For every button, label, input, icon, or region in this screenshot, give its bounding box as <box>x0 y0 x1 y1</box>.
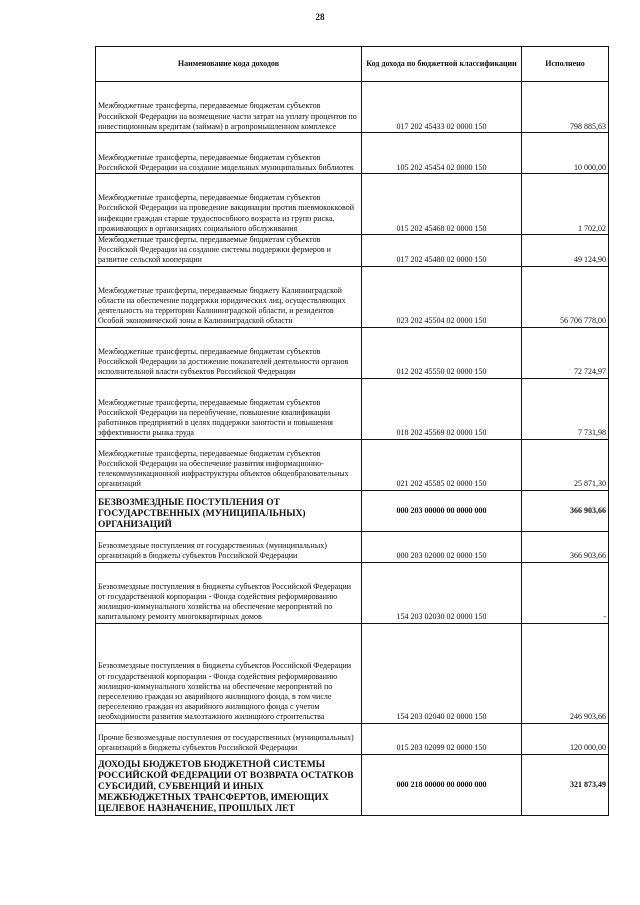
row-code: 015 202 45468 02 0000 150 <box>362 174 522 235</box>
row-amount: 25 871,30 <box>522 439 609 490</box>
row-code: 000 203 02000 02 0000 150 <box>362 531 522 562</box>
row-code: 017 202 45433 02 0000 150 <box>362 82 522 133</box>
row-amount: 49 124,90 <box>522 235 609 267</box>
table-row <box>96 235 609 267</box>
row-name: Безвозмездные поступления в бюджеты субъектов Российской Федерации от государственной корпорации - Фонда содействия реформированию жилищно-коммунального хозяйства на обеспечение мероприятий по капитальному ремонту многоквартирных домов <box>96 562 362 623</box>
row-name: ДОХОДЫ БЮДЖЕТОВ БЮДЖЕТНОЙ СИСТЕМЫ РОССИЙСКОЙ ФЕДЕРАЦИИ ОТ ВОЗВРАТА ОСТАТКОВ СУБСИДИЙ, СУБВЕНЦИЙ И ИНЫХ МЕЖБЮДЖЕТНЫХ ТРАНСФЕРТОВ, ИМЕЮЩИХ ЦЕЛЕВОЕ НАЗНАЧЕНИЕ, ПРОШЛЫХ ЛЕТ <box>96 754 362 815</box>
row-amount: - <box>522 562 609 623</box>
table-row <box>96 327 609 378</box>
table-row <box>96 531 609 562</box>
row-amount: 246 903,66 <box>522 623 609 723</box>
row-code: 015 203 02099 02 0000 150 <box>362 723 522 754</box>
row-code: 000 218 00000 00 0000 000 <box>362 754 522 815</box>
row-code: 154 203 02040 02 0000 150 <box>362 623 522 723</box>
row-amount: 1 702,02 <box>522 174 609 235</box>
row-name: Межбюджетные трансферты, передаваемые бюджетам субъектов Российской Федерации на возмещение части затрат на уплату процентов по инвестиционным кредитам (займам) в агропромышленном комплексе <box>96 82 362 133</box>
row-code: 018 202 45569 02 0000 150 <box>362 378 522 439</box>
table-row <box>96 723 609 754</box>
revenue-table <box>95 46 609 816</box>
table-row <box>96 82 609 133</box>
table-row <box>96 754 609 815</box>
row-code: 017 202 45480 02 0000 150 <box>362 235 522 267</box>
row-name: Межбюджетные трансферты, передаваемые бюджету Калининградской области на обеспечение поддержки юридических лиц, осуществляющих деятельность на территории Калининградской области, и резидентов Особой экономической зоны в Калининградской области <box>96 266 362 327</box>
table-row <box>96 439 609 490</box>
row-name: Прочие безвозмездные поступления от государственных (муниципальных) организаций в бюджеты субъектов Российской Федерации <box>96 723 362 754</box>
table-row <box>96 378 609 439</box>
row-code: 105 202 45454 02 0000 150 <box>362 133 522 174</box>
row-name: Безвозмездные поступления от государственных (муниципальных) организаций в бюджеты субъектов Российской Федерации <box>96 531 362 562</box>
row-amount: 366 903,66 <box>522 490 609 531</box>
row-amount: 72 724,97 <box>522 327 609 378</box>
table-row <box>96 133 609 174</box>
table-row <box>96 562 609 623</box>
page-number: 28 <box>315 12 325 22</box>
row-name: Межбюджетные трансферты, передаваемые бюджетам субъектов Российской Федерации на проведение вакцинации против пневмококковой инфекции граждан старше трудоспособного возраста из групп риска, проживающих в организациях социального обслуживания <box>96 174 362 235</box>
table-row <box>96 490 609 531</box>
header-code: Код дохода по бюджетной классификации <box>362 47 522 82</box>
row-code: 000 203 00000 00 0000 000 <box>362 490 522 531</box>
row-name: БЕЗВОЗМЕЗДНЫЕ ПОСТУПЛЕНИЯ ОТ ГОСУДАРСТВЕННЫХ (МУНИЦИПАЛЬНЫХ) ОРГАНИЗАЦИЙ <box>96 490 362 531</box>
table-header-row <box>96 47 609 82</box>
row-amount: 366 903,66 <box>522 531 609 562</box>
row-code: 021 202 45585 02 0000 150 <box>362 439 522 490</box>
row-amount: 7 731,98 <box>522 378 609 439</box>
row-code: 023 202 45504 02 0000 150 <box>362 266 522 327</box>
row-name: Межбюджетные трансферты, передаваемые бюджетам субъектов Российской Федерации на создание модельных муниципальных библиотек <box>96 133 362 174</box>
row-amount: 56 706 778,00 <box>522 266 609 327</box>
header-amount: Исполнено <box>522 47 609 82</box>
row-amount: 120 000,00 <box>522 723 609 754</box>
row-amount: 798 885,63 <box>522 82 609 133</box>
row-amount: 10 000,00 <box>522 133 609 174</box>
row-name: Безвозмездные поступления в бюджеты субъектов Российской Федерации от государственной корпорации - Фонда содействия реформированию жилищно-коммунального хозяйства на обеспечение мероприятий по переселению граждан из аварийного жилищного фонда, в том числе переселению граждан из аварийного жилищного фонда с учетом необходимости развития малоэтажного жилищного строительства <box>96 623 362 723</box>
row-code: 154 203 02030 02 0000 150 <box>362 562 522 623</box>
table-row <box>96 266 609 327</box>
row-code: 012 202 45550 02 0000 150 <box>362 327 522 378</box>
row-name: Межбюджетные трансферты, передаваемые бюджетам субъектов Российской Федерации на обеспечение развития информационно-телекоммуникационной инфраструктуры объектов общеобразовательных организаций <box>96 439 362 490</box>
table-row <box>96 174 609 235</box>
row-name: Межбюджетные трансферты, передаваемые бюджетам субъектов Российской Федерации на переобучение, повышение квалификации работников предприятий в целях поддержки занятости и повышения эффективности рынка труда <box>96 378 362 439</box>
table-row <box>96 623 609 723</box>
row-amount: 321 873,49 <box>522 754 609 815</box>
row-name: Межбюджетные трансферты, передаваемые бюджетам субъектов Российской Федерации на создание системы поддержки фермеров и развитие сельской кооперации <box>96 235 362 267</box>
header-name: Наименование кода доходов <box>96 47 362 82</box>
row-name: Межбюджетные трансферты, передаваемые бюджетам субъектов Российской Федерации за достижение показателей деятельности органов исполнительной власти субъектов Российской Федерации <box>96 327 362 378</box>
